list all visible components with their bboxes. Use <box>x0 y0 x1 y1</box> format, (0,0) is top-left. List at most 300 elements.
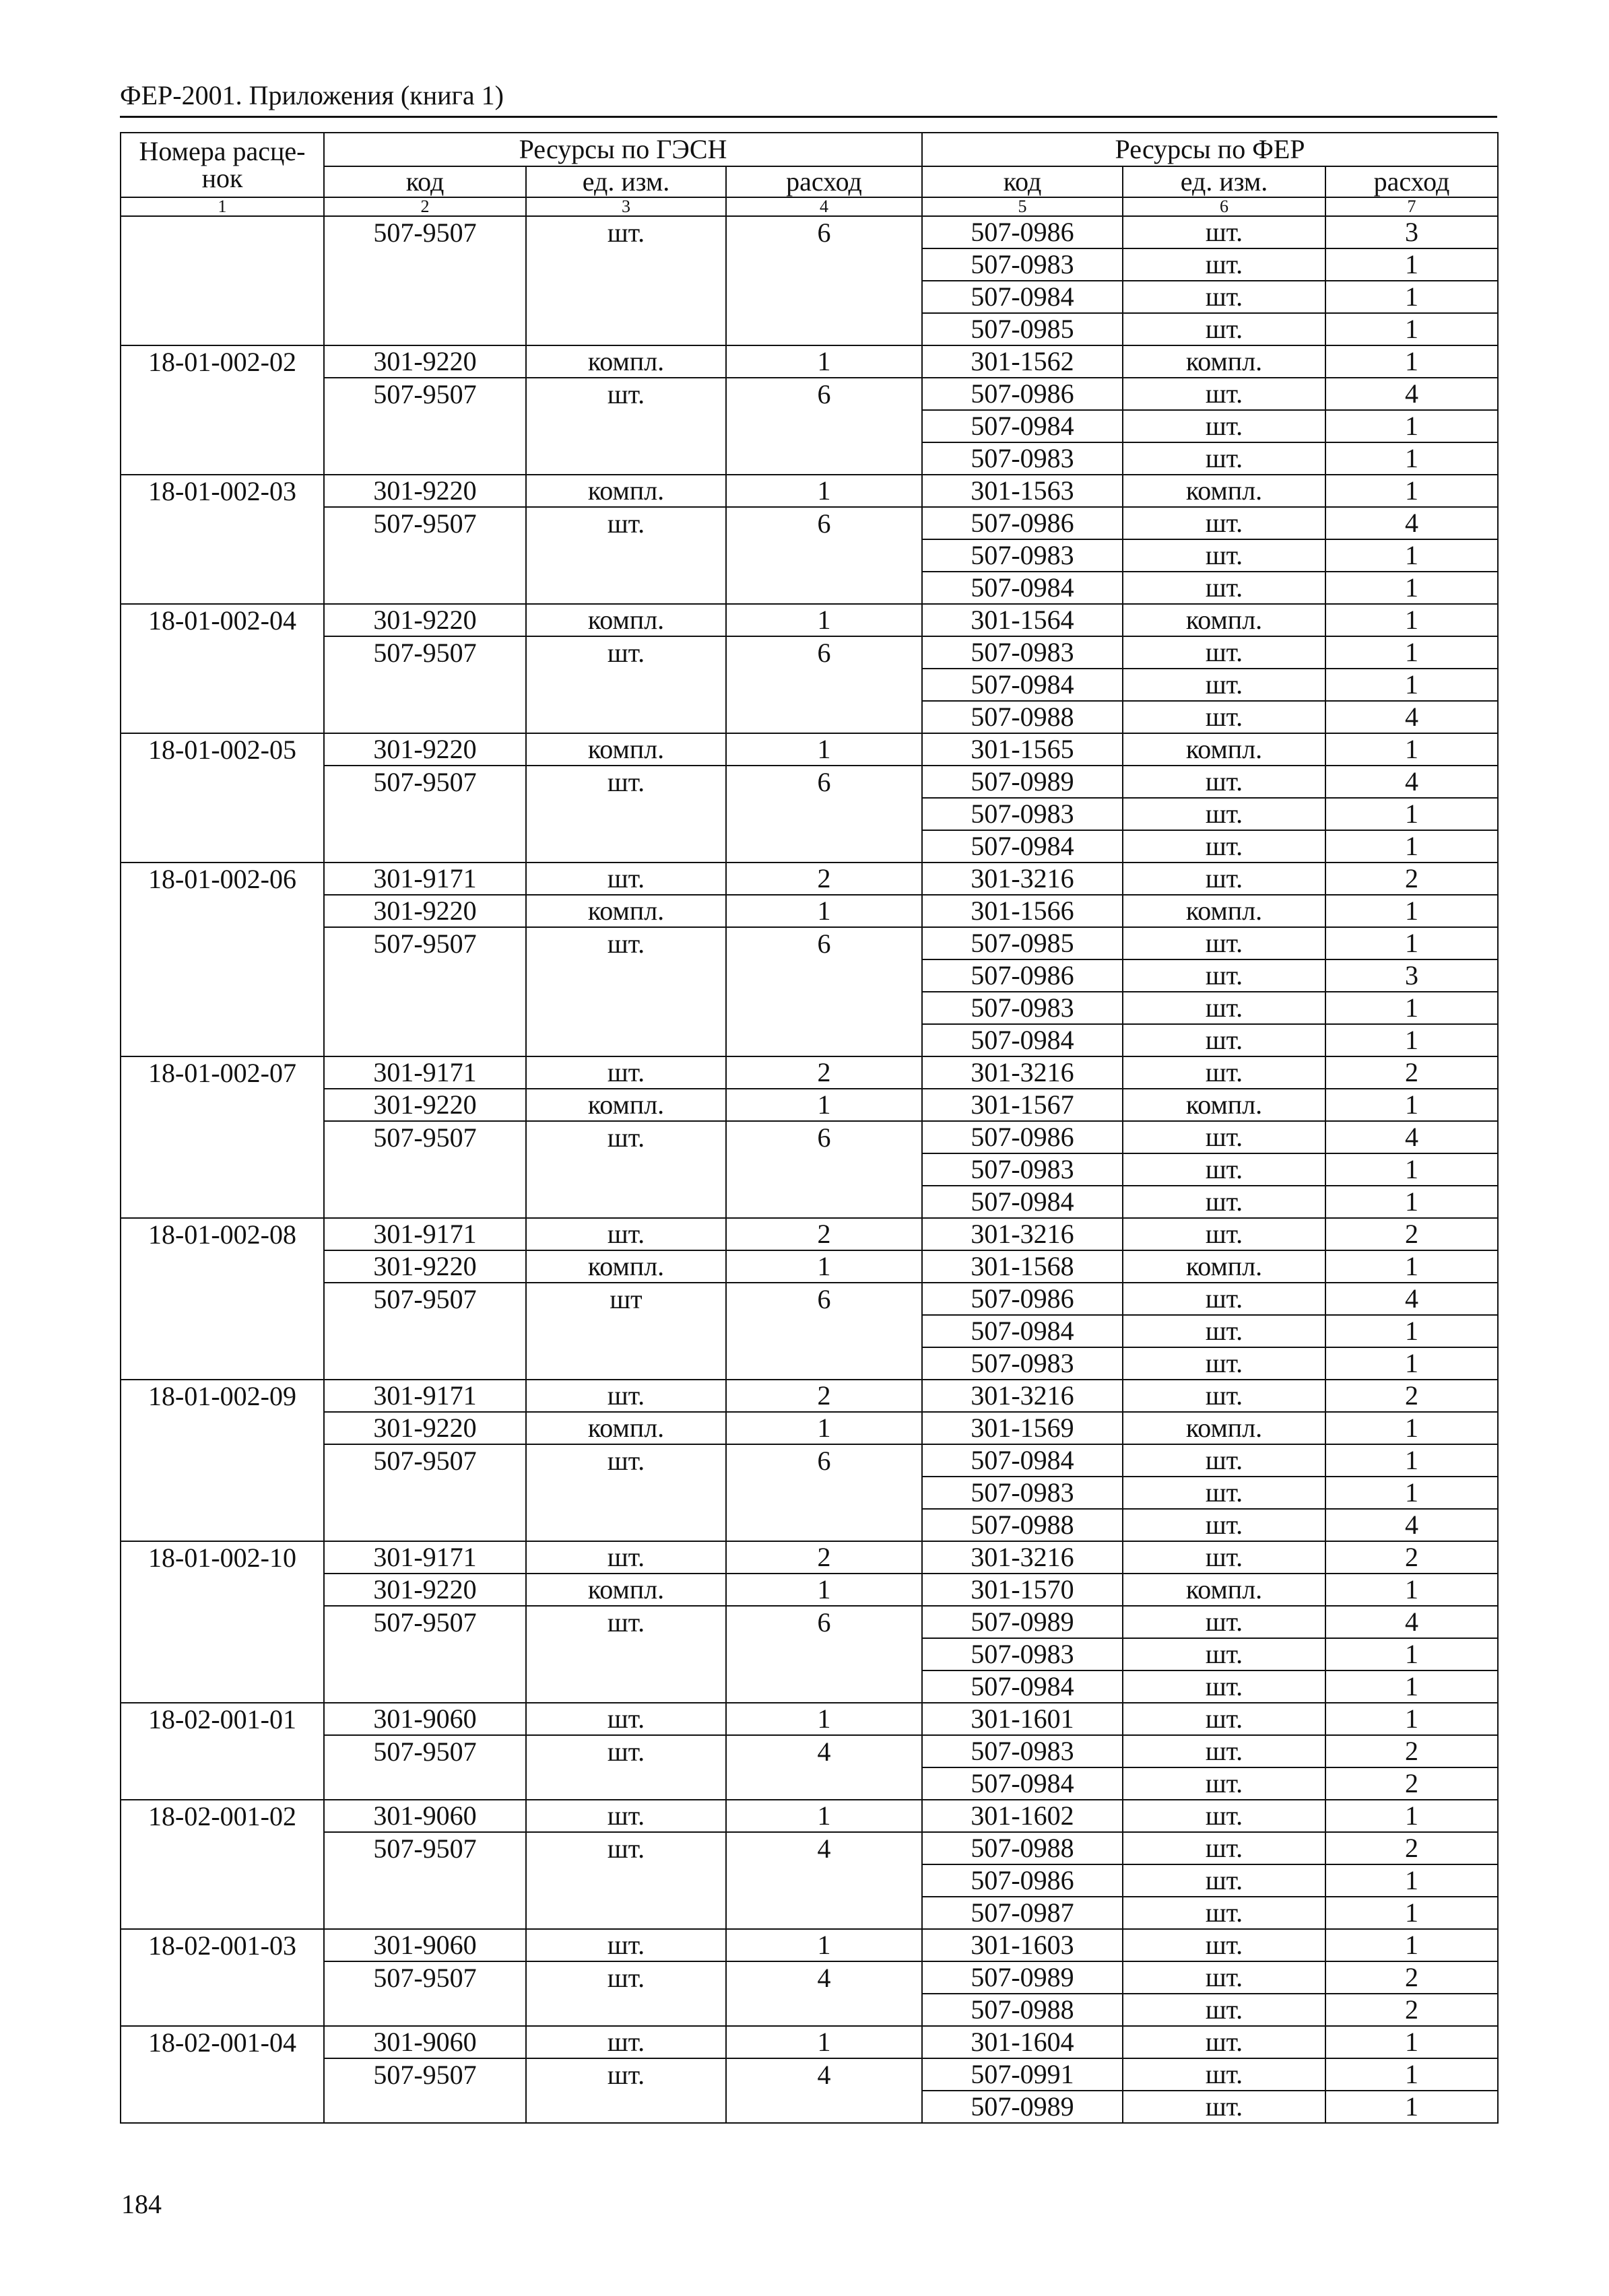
gesn-unit-cell: компл. <box>526 1574 726 1606</box>
gesn-unit-cell: шт. <box>526 378 726 475</box>
gesn-code-cell: 507-9507 <box>324 2058 526 2123</box>
fer-unit-cell: компл. <box>1123 1089 1325 1121</box>
table-row <box>121 1961 1498 1994</box>
gesn-amount-cell: 1 <box>726 1089 922 1121</box>
fer-code-cell: 301-3216 <box>922 1541 1123 1574</box>
table-row <box>121 1412 1498 1444</box>
gesn-code-cell: 301-9220 <box>324 1089 526 1121</box>
gesn-unit-cell: компл. <box>526 1089 726 1121</box>
fer-amount-cell: 2 <box>1325 1218 1498 1250</box>
gesn-amount-cell: 4 <box>726 1832 922 1929</box>
rate-number-cell: 18-01-002-06 <box>121 863 324 1056</box>
gesn-unit-cell: компл. <box>526 1250 726 1283</box>
gesn-unit-cell: шт. <box>526 636 726 733</box>
col-number: 5 <box>922 197 1123 216</box>
gesn-code-cell: 507-9507 <box>324 1283 526 1380</box>
fer-unit-cell: шт. <box>1123 1961 1325 1994</box>
fer-code-cell: 507-0989 <box>922 1961 1123 1994</box>
fer-unit-cell: шт. <box>1123 701 1325 733</box>
table-row <box>121 1832 1498 1864</box>
fer-code-header: код <box>922 166 1123 197</box>
fer-unit-cell: компл. <box>1123 733 1325 766</box>
gesn-amount-cell: 1 <box>726 1250 922 1283</box>
fer-unit-cell: шт. <box>1123 1121 1325 1153</box>
gesn-code-cell: 507-9507 <box>324 378 526 475</box>
fer-amount-cell: 1 <box>1325 1250 1498 1283</box>
fer-unit-cell: шт. <box>1123 442 1325 475</box>
table-row <box>121 1056 1498 1089</box>
fer-amount-cell: 1 <box>1325 248 1498 281</box>
gesn-amount-cell: 6 <box>726 636 922 733</box>
gesn-unit-cell: шт. <box>526 1703 726 1735</box>
fer-code-cell: 301-1601 <box>922 1703 1123 1735</box>
fer-code-cell: 507-0989 <box>922 2091 1123 2123</box>
rate-number-cell: 18-01-002-03 <box>121 475 324 604</box>
gesn-code-cell: 507-9507 <box>324 507 526 604</box>
fer-unit-cell: шт. <box>1123 539 1325 572</box>
gesn-code-cell: 301-9060 <box>324 1703 526 1735</box>
gesn-amount-cell: 2 <box>726 1380 922 1412</box>
fer-code-cell: 507-0983 <box>922 442 1123 475</box>
gesn-amount-cell: 1 <box>726 895 922 927</box>
gesn-amount-cell: 1 <box>726 1703 922 1735</box>
rate-number-cell: 18-01-002-08 <box>121 1218 324 1380</box>
gesn-code-cell: 301-9220 <box>324 345 526 378</box>
gesn-unit-cell: шт. <box>526 927 726 1056</box>
fer-code-cell: 507-0983 <box>922 798 1123 830</box>
gesn-unit-cell: шт. <box>526 1800 726 1832</box>
fer-code-cell: 301-1566 <box>922 895 1123 927</box>
fer-amount-cell: 1 <box>1325 442 1498 475</box>
fer-unit-cell: шт. <box>1123 313 1325 345</box>
fer-code-cell: 507-0983 <box>922 1638 1123 1670</box>
gesn-amount-cell: 2 <box>726 1541 922 1574</box>
fer-amount-cell: 1 <box>1325 1153 1498 1186</box>
fer-code-cell: 507-0986 <box>922 1121 1123 1153</box>
fer-amount-cell: 2 <box>1325 1541 1498 1574</box>
fer-unit-cell: шт. <box>1123 1703 1325 1735</box>
fer-amount-cell: 1 <box>1325 1670 1498 1703</box>
fer-amount-cell: 1 <box>1325 1444 1498 1477</box>
fer-code-cell: 301-3216 <box>922 1218 1123 1250</box>
col-number: 2 <box>324 197 526 216</box>
fer-group-header: Ресурсы по ФЕР <box>922 133 1498 166</box>
rate-number-cell: 18-01-002-02 <box>121 345 324 475</box>
fer-code-cell: 507-0988 <box>922 1832 1123 1864</box>
table-row <box>121 766 1498 798</box>
fer-amount-cell: 1 <box>1325 895 1498 927</box>
fer-amount-cell: 2 <box>1325 1961 1498 1994</box>
gesn-code-cell: 507-9507 <box>324 1606 526 1703</box>
fer-code-cell: 301-1603 <box>922 1929 1123 1961</box>
table-row <box>121 863 1498 895</box>
fer-unit-cell: шт. <box>1123 992 1325 1024</box>
gesn-code-cell: 301-9060 <box>324 1800 526 1832</box>
gesn-consumption-header: расход <box>726 166 922 197</box>
fer-amount-cell: 2 <box>1325 1994 1498 2026</box>
rate-number-cell: 18-01-002-04 <box>121 604 324 733</box>
gesn-unit-cell: шт. <box>526 1929 726 1961</box>
fer-unit-cell: шт. <box>1123 798 1325 830</box>
fer-unit-cell: компл. <box>1123 345 1325 378</box>
gesn-unit-cell: компл. <box>526 1412 726 1444</box>
fer-unit-cell: шт. <box>1123 1477 1325 1509</box>
fer-code-cell: 507-0984 <box>922 1186 1123 1218</box>
fer-code-cell: 301-3216 <box>922 1056 1123 1089</box>
gesn-amount-cell: 1 <box>726 604 922 636</box>
fer-unit-cell: шт. <box>1123 1541 1325 1574</box>
fer-unit-cell: компл. <box>1123 895 1325 927</box>
fer-code-cell: 507-0986 <box>922 378 1123 410</box>
fer-unit-cell: шт. <box>1123 248 1325 281</box>
fer-unit-cell: шт. <box>1123 1509 1325 1541</box>
fer-code-cell: 301-1562 <box>922 345 1123 378</box>
fer-amount-cell: 1 <box>1325 572 1498 604</box>
fer-amount-cell: 1 <box>1325 539 1498 572</box>
fer-code-cell: 507-0984 <box>922 281 1123 313</box>
fer-unit-cell: шт. <box>1123 1929 1325 1961</box>
table-row <box>121 1089 1498 1121</box>
table-row <box>121 604 1498 636</box>
gesn-unit-cell: шт. <box>526 2026 726 2058</box>
fer-code-cell: 507-0984 <box>922 572 1123 604</box>
fer-amount-cell: 1 <box>1325 1929 1498 1961</box>
table-row <box>121 345 1498 378</box>
gesn-unit-cell: шт. <box>526 1606 726 1703</box>
fer-amount-cell: 1 <box>1325 927 1498 959</box>
table-row <box>121 1574 1498 1606</box>
gesn-amount-cell: 6 <box>726 1121 922 1218</box>
fer-code-cell: 507-0987 <box>922 1897 1123 1929</box>
gesn-code-cell: 301-9220 <box>324 604 526 636</box>
col-number: 3 <box>526 197 726 216</box>
fer-amount-cell: 1 <box>1325 1864 1498 1897</box>
fer-unit-cell: шт. <box>1123 281 1325 313</box>
fer-consumption-header: расход <box>1325 166 1498 197</box>
rate-number-cell: 18-02-001-03 <box>121 1929 324 2026</box>
fer-code-cell: 507-0986 <box>922 1283 1123 1315</box>
table-row <box>121 378 1498 410</box>
fer-amount-cell: 1 <box>1325 1089 1498 1121</box>
gesn-code-cell: 507-9507 <box>324 216 526 345</box>
table-row <box>121 733 1498 766</box>
fer-amount-cell: 4 <box>1325 1283 1498 1315</box>
fer-unit-cell: компл. <box>1123 1574 1325 1606</box>
fer-amount-cell: 1 <box>1325 636 1498 669</box>
gesn-amount-cell: 6 <box>726 216 922 345</box>
fer-unit-cell: шт. <box>1123 2091 1325 2123</box>
gesn-amount-cell: 6 <box>726 1606 922 1703</box>
fer-code-cell: 507-0986 <box>922 216 1123 248</box>
fer-unit-cell: шт. <box>1123 669 1325 701</box>
fer-unit-cell: шт. <box>1123 636 1325 669</box>
fer-amount-cell: 4 <box>1325 378 1498 410</box>
fer-amount-cell: 4 <box>1325 701 1498 733</box>
fer-amount-cell: 1 <box>1325 1412 1498 1444</box>
fer-code-cell: 507-0984 <box>922 1767 1123 1800</box>
fer-code-cell: 507-0983 <box>922 636 1123 669</box>
fer-code-cell: 507-0986 <box>922 1864 1123 1897</box>
fer-amount-cell: 1 <box>1325 1800 1498 1832</box>
table-row <box>121 216 1498 248</box>
gesn-amount-cell: 1 <box>726 1800 922 1832</box>
gesn-group-header: Ресурсы по ГЭСН <box>324 133 922 166</box>
fer-unit-cell: шт. <box>1123 378 1325 410</box>
fer-amount-cell: 2 <box>1325 863 1498 895</box>
gesn-amount-cell: 6 <box>726 1283 922 1380</box>
fer-amount-cell: 1 <box>1325 1638 1498 1670</box>
table-row <box>121 1541 1498 1574</box>
gesn-amount-cell: 1 <box>726 475 922 507</box>
fer-amount-cell: 1 <box>1325 1574 1498 1606</box>
gesn-amount-cell: 2 <box>726 1218 922 1250</box>
gesn-unit-cell: шт. <box>526 1218 726 1250</box>
gesn-code-cell: 301-9220 <box>324 475 526 507</box>
fer-amount-cell: 4 <box>1325 1509 1498 1541</box>
fer-code-cell: 507-0983 <box>922 1477 1123 1509</box>
fer-amount-cell: 4 <box>1325 1121 1498 1153</box>
fer-code-cell: 507-0985 <box>922 927 1123 959</box>
fer-unit-cell: шт. <box>1123 1153 1325 1186</box>
fer-code-cell: 507-0988 <box>922 1994 1123 2026</box>
table-row <box>121 1121 1498 1153</box>
gesn-code-cell: 507-9507 <box>324 1121 526 1218</box>
fer-amount-cell: 1 <box>1325 1703 1498 1735</box>
fer-code-cell: 301-3216 <box>922 863 1123 895</box>
fer-unit-cell: шт. <box>1123 2058 1325 2091</box>
gesn-unit-cell: шт. <box>526 1056 726 1089</box>
gesn-amount-cell: 2 <box>726 863 922 895</box>
gesn-amount-cell: 1 <box>726 345 922 378</box>
gesn-unit-cell: шт <box>526 1283 726 1380</box>
gesn-unit-cell: шт. <box>526 766 726 863</box>
fer-unit-cell: компл. <box>1123 1412 1325 1444</box>
table-row <box>121 1606 1498 1638</box>
fer-code-cell: 507-0983 <box>922 248 1123 281</box>
fer-unit-cell: шт. <box>1123 507 1325 539</box>
page-number: 184 <box>121 2189 162 2219</box>
gesn-code-cell: 301-9171 <box>324 863 526 895</box>
fer-code-cell: 301-3216 <box>922 1380 1123 1412</box>
fer-amount-cell: 1 <box>1325 313 1498 345</box>
gesn-code-cell: 301-9220 <box>324 895 526 927</box>
rate-number-cell: 18-02-001-01 <box>121 1703 324 1800</box>
fer-amount-cell: 3 <box>1325 216 1498 248</box>
gesn-code-cell: 301-9171 <box>324 1218 526 1250</box>
rate-number-cell: 18-01-002-09 <box>121 1380 324 1541</box>
rate-number-cell: 18-01-002-05 <box>121 733 324 863</box>
rate-number-cell: 18-01-002-07 <box>121 1056 324 1218</box>
col-number: 4 <box>726 197 922 216</box>
col-number: 1 <box>121 197 324 216</box>
fer-code-cell: 301-1564 <box>922 604 1123 636</box>
fer-amount-cell: 1 <box>1325 2058 1498 2091</box>
gesn-unit-cell: шт. <box>526 1121 726 1218</box>
gesn-unit-cell: шт. <box>526 1380 726 1412</box>
fer-unit-cell: шт. <box>1123 410 1325 442</box>
gesn-unit-cell: шт. <box>526 1444 726 1541</box>
fer-amount-cell: 1 <box>1325 830 1498 863</box>
fer-amount-cell: 2 <box>1325 1056 1498 1089</box>
fer-code-cell: 507-0989 <box>922 766 1123 798</box>
fer-code-cell: 507-0983 <box>922 1153 1123 1186</box>
gesn-code-header: код <box>324 166 526 197</box>
gesn-amount-cell: 1 <box>726 2026 922 2058</box>
gesn-unit-cell: шт. <box>526 1541 726 1574</box>
fer-unit-cell: шт. <box>1123 1056 1325 1089</box>
fer-unit-cell: шт. <box>1123 1024 1325 1056</box>
page-header-title: ФЕР-2001. Приложения (книга 1) <box>120 80 504 110</box>
fer-unit-cell: шт. <box>1123 1800 1325 1832</box>
gesn-code-cell: 507-9507 <box>324 1735 526 1800</box>
fer-code-cell: 301-1604 <box>922 2026 1123 2058</box>
fer-code-cell: 507-0984 <box>922 1670 1123 1703</box>
fer-amount-cell: 1 <box>1325 1347 1498 1380</box>
fer-code-cell: 507-0991 <box>922 2058 1123 2091</box>
fer-unit-cell: шт. <box>1123 1638 1325 1670</box>
fer-code-cell: 507-0983 <box>922 539 1123 572</box>
fer-unit-cell: шт. <box>1123 1994 1325 2026</box>
gesn-amount-cell: 1 <box>726 1574 922 1606</box>
gesn-code-cell: 301-9171 <box>324 1541 526 1574</box>
fer-code-cell: 507-0983 <box>922 1735 1123 1767</box>
fer-unit-cell: шт. <box>1123 1380 1325 1412</box>
gesn-unit-cell: компл. <box>526 604 726 636</box>
table-row <box>121 2058 1498 2091</box>
gesn-code-cell: 507-9507 <box>324 766 526 863</box>
rate-number-cell: 18-02-001-04 <box>121 2026 324 2123</box>
fer-unit-cell: шт. <box>1123 1283 1325 1315</box>
col-number: 6 <box>1123 197 1325 216</box>
fer-code-cell: 507-0984 <box>922 830 1123 863</box>
gesn-code-cell: 507-9507 <box>324 927 526 1056</box>
fer-code-cell: 507-0984 <box>922 1444 1123 1477</box>
gesn-code-cell: 301-9060 <box>324 1929 526 1961</box>
table-row <box>121 1283 1498 1315</box>
fer-code-cell: 507-0986 <box>922 959 1123 992</box>
fer-unit-cell: шт. <box>1123 216 1325 248</box>
table-row <box>121 2026 1498 2058</box>
fer-unit-cell: компл. <box>1123 604 1325 636</box>
fer-unit-cell: шт. <box>1123 1670 1325 1703</box>
gesn-code-cell: 301-9220 <box>324 1250 526 1283</box>
fer-amount-cell: 1 <box>1325 475 1498 507</box>
fer-code-cell: 507-0986 <box>922 507 1123 539</box>
col-number: 7 <box>1325 197 1498 216</box>
gesn-code-cell: 301-9171 <box>324 1380 526 1412</box>
gesn-amount-cell: 1 <box>726 733 922 766</box>
fer-code-cell: 507-0984 <box>922 1315 1123 1347</box>
fer-unit-cell: шт. <box>1123 1864 1325 1897</box>
fer-code-cell: 507-0984 <box>922 669 1123 701</box>
fer-amount-cell: 2 <box>1325 1380 1498 1412</box>
fer-amount-cell: 4 <box>1325 507 1498 539</box>
fer-amount-cell: 1 <box>1325 2026 1498 2058</box>
gesn-amount-cell: 4 <box>726 1961 922 2026</box>
fer-amount-cell: 2 <box>1325 1832 1498 1864</box>
rate-number-cell <box>121 216 324 345</box>
gesn-code-cell: 507-9507 <box>324 1444 526 1541</box>
table-row <box>121 927 1498 959</box>
fer-amount-cell: 1 <box>1325 1024 1498 1056</box>
table-row <box>121 1218 1498 1250</box>
table-row <box>121 1250 1498 1283</box>
fer-code-cell: 507-0989 <box>922 1606 1123 1638</box>
table-row <box>121 1380 1498 1412</box>
gesn-amount-cell: 4 <box>726 2058 922 2123</box>
fer-amount-cell: 1 <box>1325 345 1498 378</box>
fer-code-cell: 507-0988 <box>922 701 1123 733</box>
table-row <box>121 507 1498 539</box>
fer-unit-cell: шт. <box>1123 959 1325 992</box>
fer-amount-cell: 2 <box>1325 1767 1498 1800</box>
gesn-amount-cell: 6 <box>726 766 922 863</box>
gesn-code-cell: 507-9507 <box>324 1832 526 1929</box>
gesn-unit-cell: компл. <box>526 475 726 507</box>
fer-unit-cell: компл. <box>1123 1250 1325 1283</box>
table-row <box>121 1735 1498 1767</box>
table-row <box>121 1800 1498 1832</box>
fer-amount-cell: 1 <box>1325 281 1498 313</box>
resources-table <box>120 132 1499 2124</box>
fer-unit-cell: шт. <box>1123 1315 1325 1347</box>
gesn-unit-cell: шт. <box>526 507 726 604</box>
gesn-code-cell: 301-9220 <box>324 733 526 766</box>
fer-code-cell: 507-0983 <box>922 992 1123 1024</box>
fer-unit-cell: шт. <box>1123 1347 1325 1380</box>
fer-code-cell: 507-0985 <box>922 313 1123 345</box>
fer-amount-cell: 1 <box>1325 410 1498 442</box>
gesn-unit-cell: компл. <box>526 895 726 927</box>
table-body <box>121 216 1498 2123</box>
gesn-unit-cell: компл. <box>526 733 726 766</box>
gesn-code-cell: 507-9507 <box>324 1961 526 2026</box>
fer-unit-cell: шт. <box>1123 572 1325 604</box>
table-row <box>121 636 1498 669</box>
fer-unit-cell: шт. <box>1123 2026 1325 2058</box>
fer-code-cell: 507-0984 <box>922 1024 1123 1056</box>
fer-code-cell: 301-1602 <box>922 1800 1123 1832</box>
fer-unit-cell: шт. <box>1123 1444 1325 1477</box>
gesn-unit-cell: компл. <box>526 345 726 378</box>
fer-amount-cell: 1 <box>1325 1186 1498 1218</box>
fer-unit-cell: шт. <box>1123 1218 1325 1250</box>
fer-amount-cell: 1 <box>1325 604 1498 636</box>
fer-unit-cell: шт. <box>1123 1735 1325 1767</box>
gesn-unit-cell: шт. <box>526 216 726 345</box>
col-rate-numbers-header: Номера расце-нок <box>121 133 324 197</box>
fer-amount-cell: 1 <box>1325 733 1498 766</box>
header-rule <box>120 116 1497 118</box>
fer-code-cell: 301-1568 <box>922 1250 1123 1283</box>
gesn-amount-cell: 6 <box>726 927 922 1056</box>
fer-amount-cell: 1 <box>1325 1897 1498 1929</box>
fer-code-cell: 301-1567 <box>922 1089 1123 1121</box>
fer-amount-cell: 2 <box>1325 1735 1498 1767</box>
table-row <box>121 1929 1498 1961</box>
gesn-code-cell: 301-9220 <box>324 1574 526 1606</box>
fer-unit-cell: шт. <box>1123 1832 1325 1864</box>
gesn-amount-cell: 6 <box>726 1444 922 1541</box>
gesn-amount-cell: 2 <box>726 1056 922 1089</box>
table-row <box>121 1444 1498 1477</box>
fer-amount-cell: 1 <box>1325 669 1498 701</box>
table-row <box>121 1703 1498 1735</box>
gesn-code-cell: 301-9220 <box>324 1412 526 1444</box>
fer-amount-cell: 1 <box>1325 798 1498 830</box>
fer-amount-cell: 4 <box>1325 766 1498 798</box>
fer-amount-cell: 1 <box>1325 1315 1498 1347</box>
